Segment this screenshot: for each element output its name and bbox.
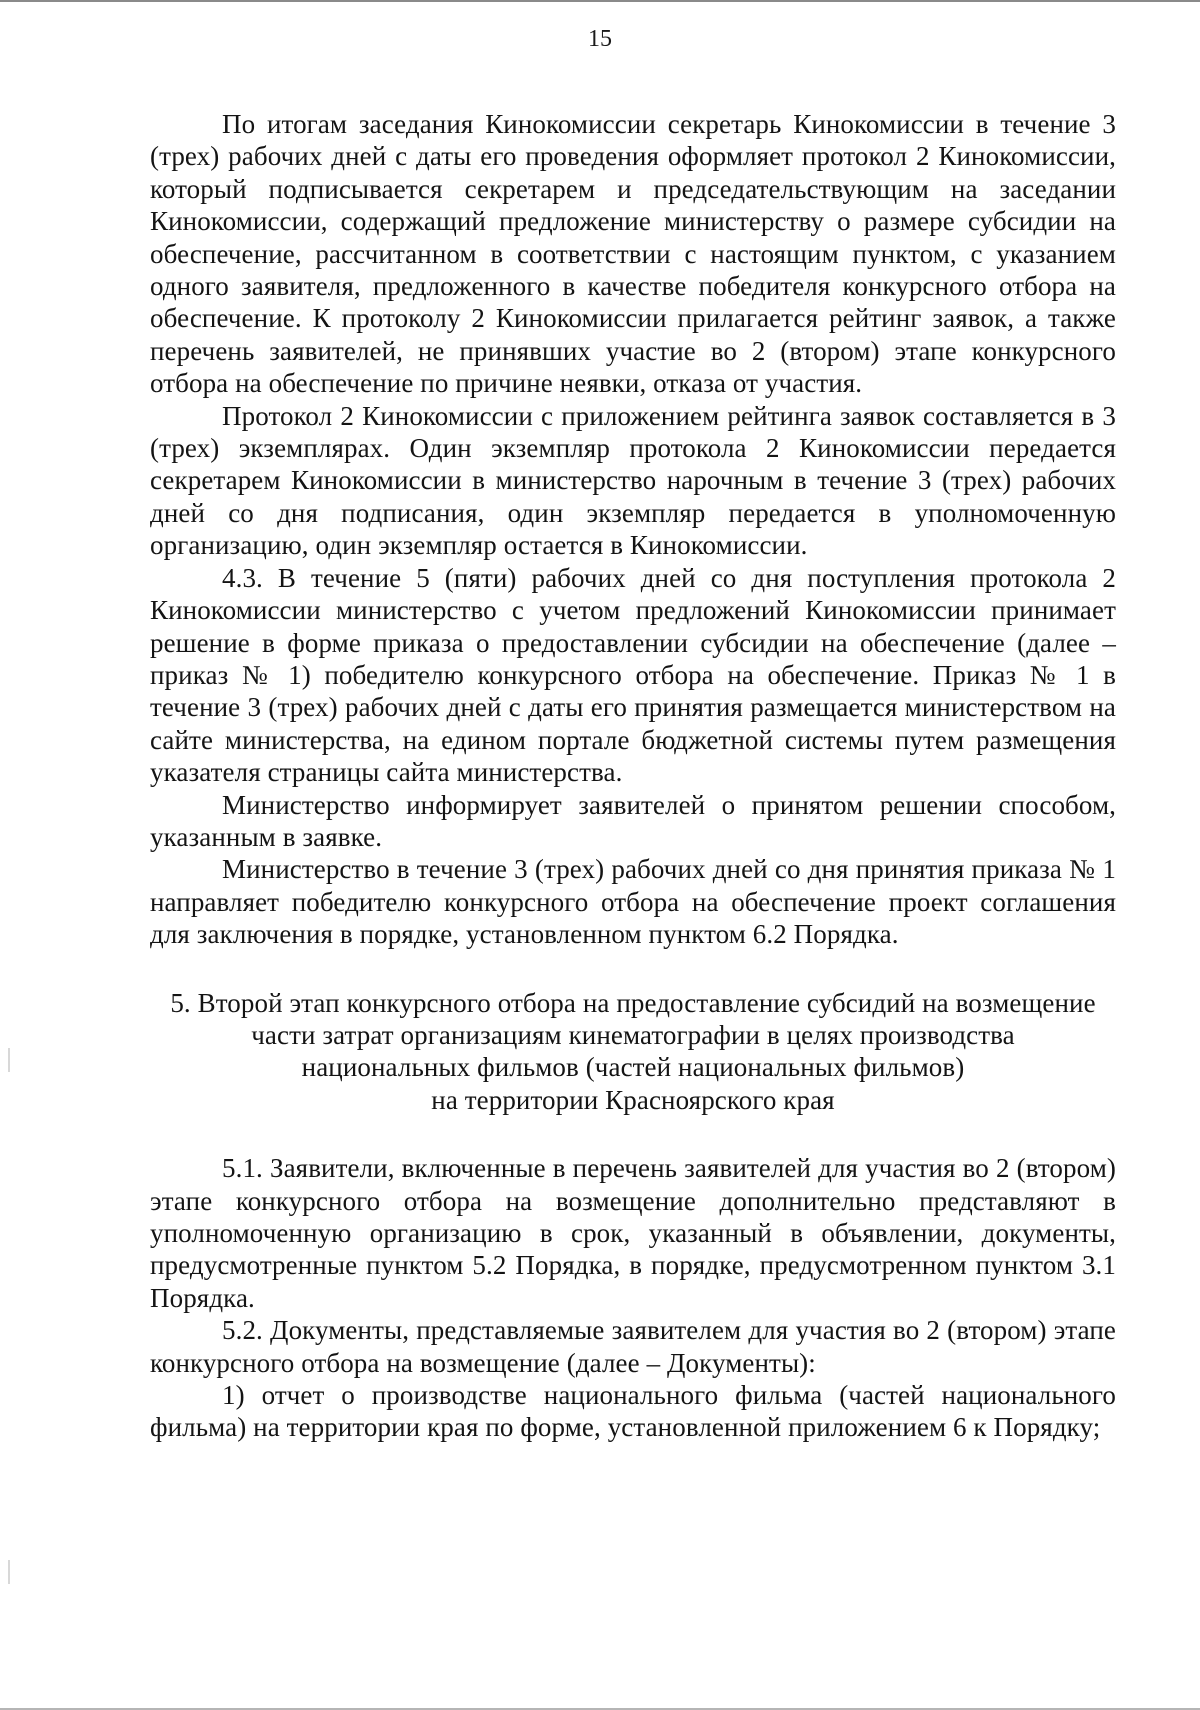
paragraph-ministry-agreement: Министерство в течение 3 (трех) рабочих дней со дня принятия приказа № 1 направляет победителю конкурсного отбора на обеспечение проект соглашения для заключения в порядке, установленном пунктом 6.2 Порядка. bbox=[150, 854, 1116, 950]
section-heading-line: национальных фильмов (частей национальных фильмов) bbox=[301, 1052, 965, 1083]
paragraph-5-1: 5.1. Заявители, включенные в перечень заявителей для участия во 2 (втором) этапе конкурсного отбора на возмещение дополнительно представляют в уполномоченную организацию в срок, указанный в объявлении, документы, предусмотренные пунктом 5.2 Порядка, в порядке, предусмотренном пунктом 3.1 Порядка. bbox=[150, 1153, 1116, 1313]
section-heading-line: на территории Красноярского края bbox=[431, 1084, 835, 1115]
scan-edge-top bbox=[0, 0, 1200, 2]
paragraph-protocol-copies: Протокол 2 Кинокомиссии с приложением рейтинга заявок составляется в 3 (трех) экземплярах. Один экземпляр протокола 2 Кинокомиссии передается секретарем Кинокомиссии в министерство нарочным в течение 3 (трех) рабочих дней со дня подписания, один экземпляр передается в уполномоченную организацию, один экземпляр остается в Кинокомиссии. bbox=[150, 400, 1116, 561]
scan-speck bbox=[8, 1560, 10, 1584]
paragraph-ministry-informs: Министерство информирует заявителей о принятом решении способом, указанным в заявке. bbox=[150, 789, 1116, 852]
scan-speck bbox=[8, 1048, 10, 1072]
page-number: 15 bbox=[588, 26, 612, 52]
paragraph-protocol-2: По итогам заседания Кинокомиссии секретарь Кинокомиссии в течение 3 (трех) рабочих дней с даты его проведения оформляет протокол 2 Кинокомиссии, который подписывается секретарем и председательствующим на заседании Кинокомиссии, содержащий предложение министерству о размере субсидии на обеспечение, рассчитанном в соответствии с настоящим пунктом, с указанием одного заявителя, предложенного в качестве победителя конкурсного отбора на обеспечение. К протоколу 2 Кинокомиссии прилагается рейтинг заявок, а также перечень заявителей, не принявших участие во 2 (втором) этапе конкурсного отбора на обеспечение по причине неявки, отказа от участия. bbox=[150, 109, 1116, 399]
section-heading-line: части затрат организациям кинематографии в целях производства bbox=[251, 1019, 1015, 1050]
paragraph-4-3: 4.3. В течение 5 (пяти) рабочих дней со дня поступления протокола 2 Кинокомиссии министерство с учетом предложений Кинокомиссии принимает решение в форме приказа о предоставлении субсидии на обеспечение (далее – приказ № 1) победителю конкурсного отбора на обеспечение. Приказ № 1 в течение 3 (трех) рабочих дней с даты его принятия размещается министерством на сайте министерства, на едином портале бюджетной системы путем размещения указателя страницы сайта министерства. bbox=[150, 562, 1116, 788]
paragraph-item-1: 1) отчет о производстве национального фильма (частей национального фильма) на территории края по форме, установленной приложением 6 к Порядку; bbox=[150, 1380, 1116, 1443]
section-5-heading bbox=[150, 987, 1116, 1117]
paragraph-5-2: 5.2. Документы, представляемые заявителем для участия во 2 (втором) этапе конкурсного отбора на возмещение (далее – Документы): bbox=[150, 1315, 1116, 1378]
document-body bbox=[150, 108, 1116, 1444]
section-heading-line: 5. Второй этап конкурсного отбора на предоставление субсидий на возмещение bbox=[170, 987, 1096, 1018]
